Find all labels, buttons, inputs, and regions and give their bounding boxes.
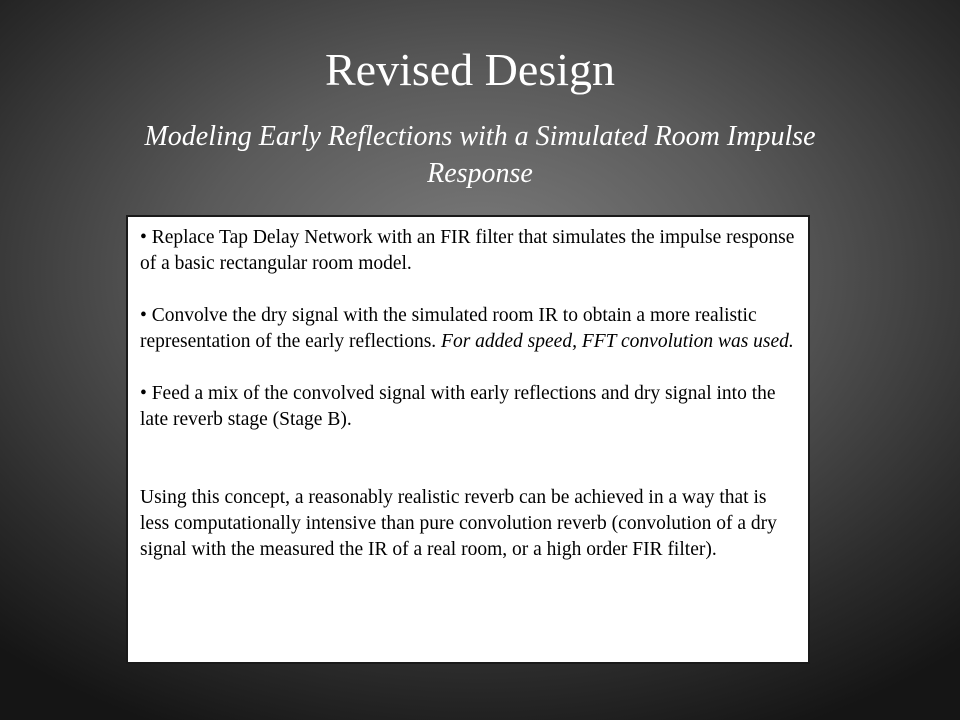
- bullet-feed-mix: • Feed a mix of the convolved signal with early reflections and dry signal into the late reverb stage (Stage B).: [140, 383, 776, 430]
- spacer: [140, 277, 798, 303]
- spacer: [140, 355, 798, 381]
- bullet-convolve-italic-note: For added speed, FFT convolution was used.: [441, 331, 794, 352]
- content-box: [126, 215, 810, 664]
- spacer: [140, 433, 798, 485]
- bullet-convolve-dry-signal: [140, 303, 798, 355]
- slide-title: Revised Design: [324, 44, 615, 95]
- bullet-convolve-text: • Convolve the dry signal with the simulated room IR to obtain a more realistic representation of the early reflections.: [140, 305, 757, 352]
- slide-subtitle: Modeling Early Reflections with a Simulated Room Impulse Response: [144, 121, 816, 189]
- bullet-replace-tap-delay: • Replace Tap Delay Network with an FIR filter that simulates the impulse response of a basic rectangular room model.: [140, 227, 795, 274]
- summary-paragraph: Using this concept, a reasonably realistic reverb can be achieved in a way that is less computationally intensive than pure convolution reverb (convolution of a dry signal with the measured the IR of a real room, or a high order FIR filter).: [140, 487, 777, 560]
